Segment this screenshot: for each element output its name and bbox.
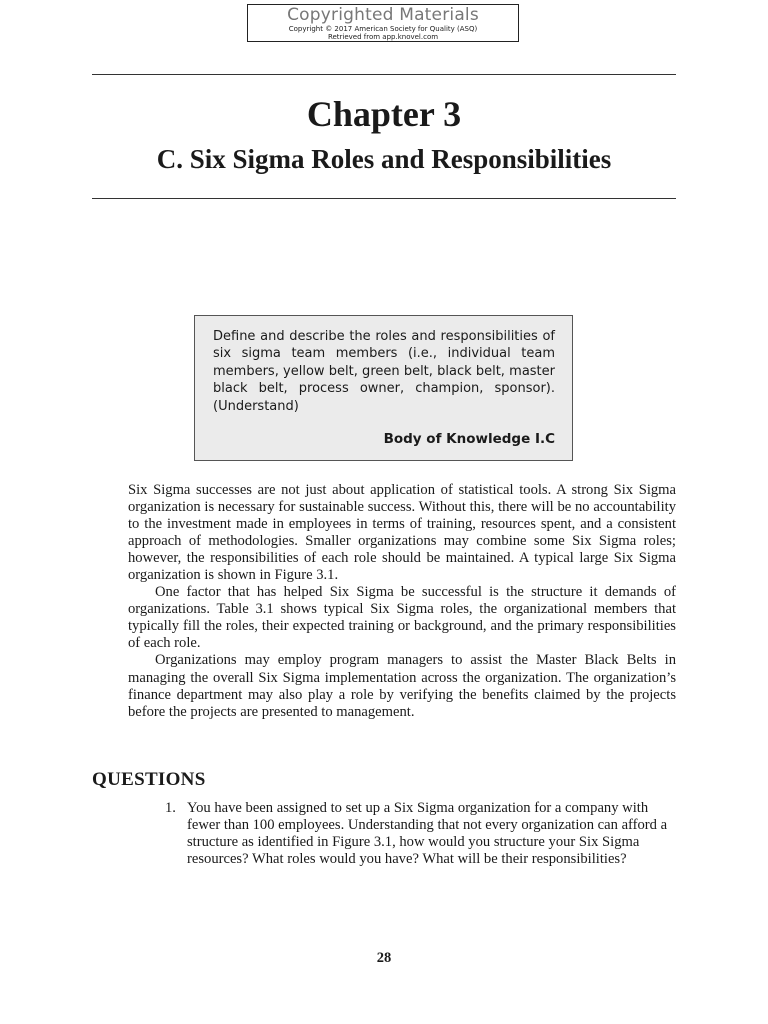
- questions-heading: QUESTIONS: [92, 769, 206, 790]
- chapter-title: C. Six Sigma Roles and Responsibilities: [156, 144, 612, 174]
- copyright-stamp: [247, 4, 519, 42]
- body-of-knowledge-reference: Body of Knowledge I.C: [383, 431, 555, 448]
- paragraph: Six Sigma successes are not just about application of statistical tools. A strong Six Sigma organization is necessary for sustainable success. Without this, there will be no accountability to the investment made in employees in terms of training, resources spent, and a consistent approach of methodologies. Smaller organizations may combine some Six Sigma roles; however, the responsibilities of each role should be maintained. A typical large Six Sigma organization is shown in Figure 3.1.: [128, 482, 676, 584]
- paragraph: One factor that has helped Six Sigma be successful is the structure it demands of organizations. Table 3.1 shows typical Six Sigma roles, the organizational members that typically fill the roles, their expected training or background, and the primary responsibilities of each role.: [128, 584, 676, 652]
- top-rule: [92, 74, 676, 75]
- copyright-stamp-title: Copyrighted Materials: [287, 5, 479, 25]
- body-of-knowledge-text: Define and describe the roles and responsibilities of six sigma team members (i.e., individual team members, yellow belt, green belt, black belt, master black belt, process owner, champion, sponsor). (Understand): [213, 329, 555, 414]
- body-text: [128, 482, 676, 721]
- question-item: [165, 800, 685, 868]
- question-text: You have been assigned to set up a Six Sigma organization for a company with fewer than 100 employees. Understanding that not every organization can afford a structure as identified in Figure 3.1, how would you structure your Six Sigma resources? What roles would you have? What will be their responsibilities?: [187, 800, 668, 868]
- chapter-number: Chapter 3: [306, 94, 462, 134]
- body-of-knowledge-box: [194, 315, 573, 461]
- page-number: 28: [376, 950, 392, 966]
- retrieval-notice: Retrieved from app.knovel.com: [327, 33, 439, 41]
- question-number: 1.: [165, 800, 176, 816]
- paragraph: Organizations may employ program managers to assist the Master Black Belts in managing the overall Six Sigma implementation across the organization. The organization’s finance department may also play a role by verifying the benefits claimed by the projects before the projects are presented to management.: [128, 652, 676, 720]
- copyright-notice: Copyright © 2017 American Society for Quality (ASQ): [288, 25, 478, 33]
- title-bottom-rule: [92, 198, 676, 199]
